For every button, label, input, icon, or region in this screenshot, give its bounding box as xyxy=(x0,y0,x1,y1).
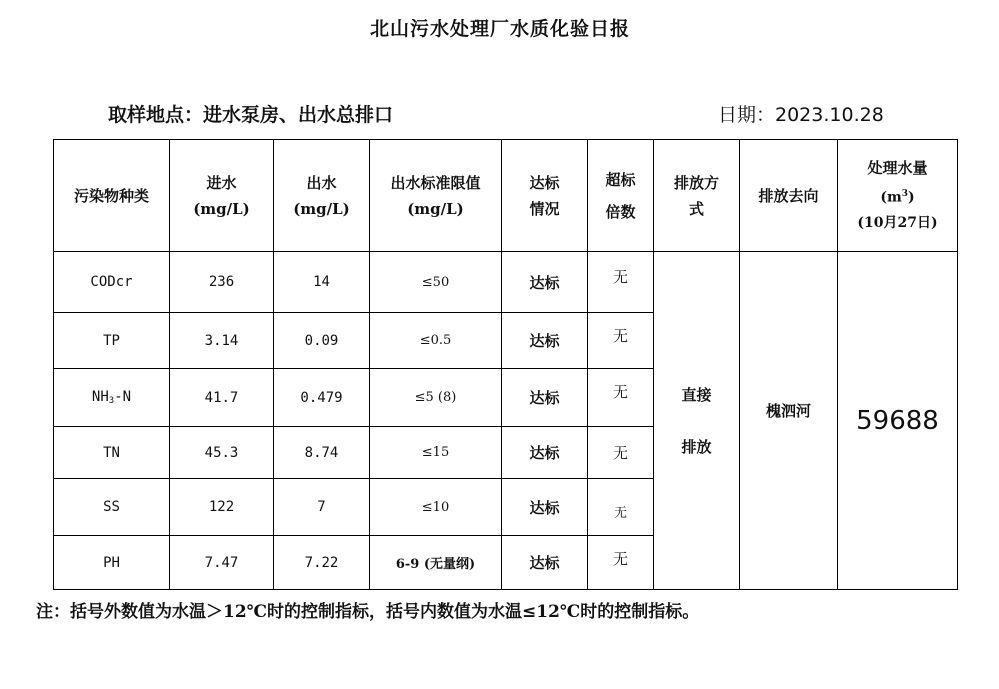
limit-cell: ≤15 xyxy=(370,427,502,479)
pollutant-cell: PH xyxy=(54,536,170,590)
over-cell: 无 xyxy=(588,479,654,536)
header-status-line1: 达标 xyxy=(529,173,560,192)
limit-cell: ≤0.5 xyxy=(370,313,502,369)
pollutant-cell: CODcr xyxy=(54,252,170,313)
header-volume xyxy=(838,140,958,252)
discharge-direction: 槐泗河 xyxy=(765,402,811,420)
inflow-cell: 3.14 xyxy=(170,313,274,369)
sampling-location: 取样地点：进水泵房、出水总排口 xyxy=(108,104,394,126)
pollutant-cell: TN xyxy=(54,427,170,479)
pollutant-cell: SS xyxy=(54,479,170,536)
header-limit-unit: (mg/L) xyxy=(407,199,464,218)
over-cell: 无 xyxy=(588,313,654,369)
header-row xyxy=(54,140,958,252)
header-over-line2: 倍数 xyxy=(605,202,636,221)
outflow-cell: 0.09 xyxy=(274,313,370,369)
outflow-cell: 0.479 xyxy=(274,369,370,427)
inflow-cell: 41.7 xyxy=(170,369,274,427)
header-inflow xyxy=(170,140,274,252)
discharge-method-line2: 排放 xyxy=(681,437,712,456)
outflow-cell: 8.74 xyxy=(274,427,370,479)
header-volume-label: 处理水量 xyxy=(867,158,928,177)
header-volume-date: (10月27日) xyxy=(857,215,938,232)
status-cell: 达标 xyxy=(502,252,588,313)
discharge-method-line1: 直接 xyxy=(681,385,712,404)
over-cell: 无 xyxy=(588,427,654,479)
treated-volume-cell: 59688 xyxy=(838,252,958,590)
header-inflow-unit: (mg/L) xyxy=(193,199,250,218)
outflow-cell: 7 xyxy=(274,479,370,536)
header-inflow-label: 进水 xyxy=(206,173,237,192)
footnote: 注：括号外数值为水温＞12℃时的控制指标，括号内数值为水温≤12℃时的控制指标。 xyxy=(36,602,700,622)
status-cell: 达标 xyxy=(502,427,588,479)
report-title: 北山污水处理厂水质化验日报 xyxy=(369,18,630,40)
status-cell: 达标 xyxy=(502,313,588,369)
status-cell: 达标 xyxy=(502,536,588,590)
header-outflow-label: 出水 xyxy=(306,173,337,192)
inflow-cell: 7.47 xyxy=(170,536,274,590)
discharge-direction-cell xyxy=(740,252,838,590)
pollutant-cell: TP xyxy=(54,313,170,369)
header-outflow-unit: (mg/L) xyxy=(293,199,350,218)
report-date: 日期：2023.10.28 xyxy=(718,104,884,126)
limit-cell: ≤50 xyxy=(370,252,502,313)
header-over xyxy=(588,140,654,252)
header-over-line1: 超标 xyxy=(605,170,636,189)
pollutant-cell: $NH_3-N$ xyxy=(54,369,170,427)
limit-cell: 6-9 (无量纲) xyxy=(370,536,502,590)
discharge-method-cell xyxy=(654,252,740,590)
limit-cell: ≤10 xyxy=(370,479,502,536)
header-status xyxy=(502,140,588,252)
water-quality-table xyxy=(53,139,958,590)
limit-cell: ≤5 (8) xyxy=(370,369,502,427)
header-limit-label: 出水标准限值 xyxy=(390,173,481,192)
over-cell: 无 xyxy=(588,369,654,427)
table-row xyxy=(54,252,958,313)
inflow-cell: 122 xyxy=(170,479,274,536)
header-volume-unit: $(m^3)$ xyxy=(880,188,915,206)
outflow-cell: 14 xyxy=(274,252,370,313)
header-pollutant: 污染物种类 xyxy=(54,140,170,252)
outflow-cell: 7.22 xyxy=(274,536,370,590)
header-outflow xyxy=(274,140,370,252)
header-direction: 排放去向 xyxy=(740,140,838,252)
header-method-line1: 排放方 xyxy=(673,173,719,192)
header-limit xyxy=(370,140,502,252)
header-method-line2: 式 xyxy=(688,199,704,218)
header-method xyxy=(654,140,740,252)
inflow-cell: 236 xyxy=(170,252,274,313)
status-cell: 达标 xyxy=(502,479,588,536)
over-cell: 无 xyxy=(588,536,654,590)
inflow-cell: 45.3 xyxy=(170,427,274,479)
header-status-line2: 情况 xyxy=(529,199,560,218)
over-cell: 无 xyxy=(588,252,654,313)
status-cell: 达标 xyxy=(502,369,588,427)
